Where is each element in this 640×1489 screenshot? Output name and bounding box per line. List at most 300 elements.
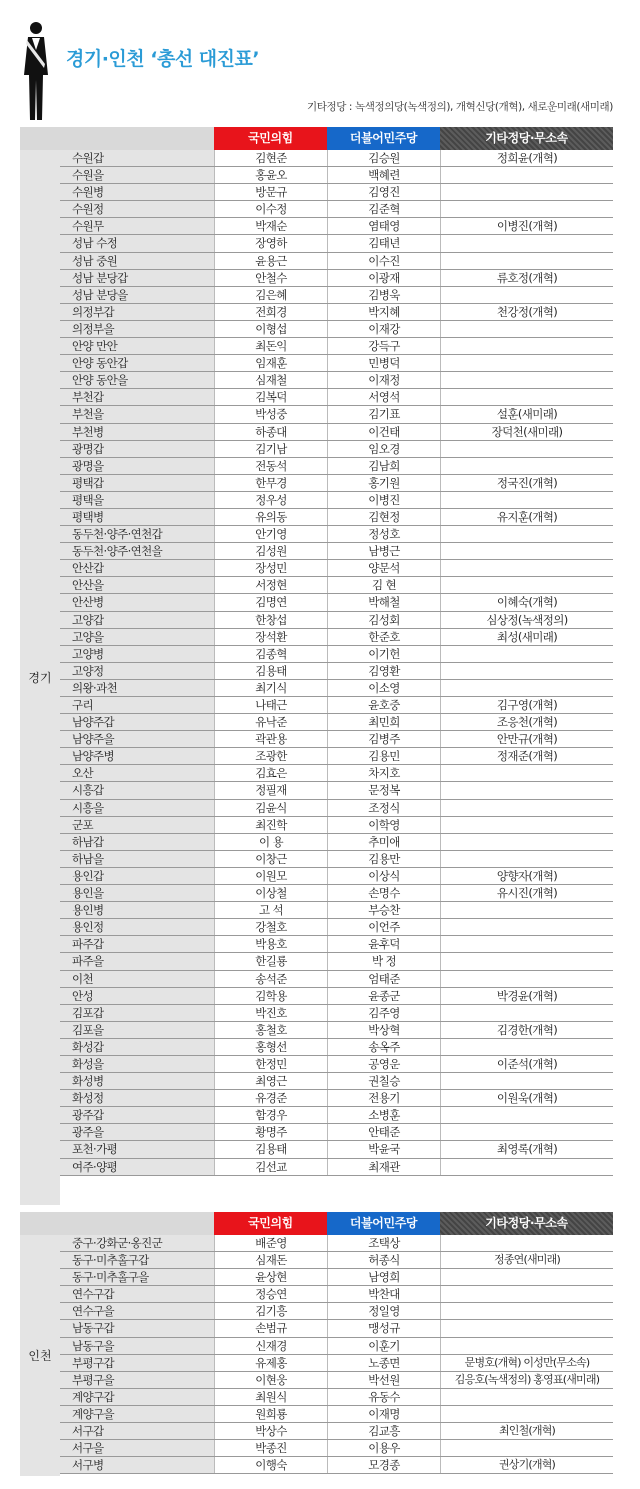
ppp-candidate: 김윤식 (214, 800, 327, 816)
district-name: 성남 수정 (60, 235, 214, 251)
district-name: 안산병 (60, 594, 214, 610)
district-name: 남양주갑 (60, 714, 214, 730)
district-name: 평택을 (60, 492, 214, 508)
ppp-candidate: 정승연 (214, 1286, 327, 1302)
table-row (60, 526, 613, 543)
table-row (60, 1355, 613, 1372)
ppp-candidate: 안철수 (214, 270, 327, 286)
district-name: 수원정 (60, 201, 214, 217)
district-name: 동구·미추홀구을 (60, 1269, 214, 1285)
table-row (60, 663, 613, 680)
district-name: 광주갑 (60, 1107, 214, 1123)
other-candidates: 유시진(개혁) (440, 885, 613, 901)
ppp-candidate: 조광한 (214, 748, 327, 764)
other-candidates (440, 817, 613, 833)
header-other: 기타정당·무소속 (440, 1212, 613, 1235)
incheon-rows (60, 1235, 613, 1474)
ppp-candidate: 강철호 (214, 919, 327, 935)
district-name: 이천 (60, 971, 214, 987)
table-row (60, 1124, 613, 1141)
table-row (60, 458, 613, 475)
dp-candidate: 백혜련 (327, 167, 440, 183)
ppp-candidate: 박종진 (214, 1440, 327, 1456)
table-row (60, 629, 613, 646)
ppp-candidate: 이형섭 (214, 321, 327, 337)
table-row (60, 817, 613, 834)
district-name: 부천병 (60, 424, 214, 440)
ppp-candidate: 윤상현 (214, 1269, 327, 1285)
ppp-candidate: 함경우 (214, 1107, 327, 1123)
table-row (60, 1073, 613, 1090)
other-candidates (440, 1320, 613, 1336)
other-candidates (440, 936, 613, 952)
party-abbreviation-note: 기타정당 : 녹색정의당(녹색정의), 개혁신당(개혁), 새로운미래(새미래) (306, 101, 613, 113)
table-row (60, 1107, 613, 1124)
table-row (60, 1303, 613, 1320)
dp-candidate: 윤호중 (327, 697, 440, 713)
ppp-candidate: 안기영 (214, 526, 327, 542)
table-row (60, 1286, 613, 1303)
ppp-candidate: 유낙준 (214, 714, 327, 730)
dp-candidate: 박해철 (327, 594, 440, 610)
ppp-candidate: 박진호 (214, 1005, 327, 1021)
table-row (60, 612, 613, 629)
district-name: 고양정 (60, 663, 214, 679)
other-candidates: 천강정(개혁) (440, 304, 613, 320)
district-name: 남양주병 (60, 748, 214, 764)
other-candidates (440, 543, 613, 559)
table-row (60, 714, 613, 731)
table-row (60, 475, 613, 492)
dp-candidate: 홍기원 (327, 475, 440, 491)
dp-candidate: 최재관 (327, 1159, 440, 1175)
ppp-candidate: 한정민 (214, 1056, 327, 1072)
ppp-candidate: 손범규 (214, 1320, 327, 1336)
district-name: 시흥갑 (60, 782, 214, 798)
table-row (60, 424, 613, 441)
ppp-candidate: 김용태 (214, 1141, 327, 1157)
dp-candidate: 염태영 (327, 218, 440, 234)
table-row (60, 1457, 613, 1474)
other-candidates (440, 800, 613, 816)
other-candidates (440, 1073, 613, 1089)
table-row (60, 1440, 613, 1457)
other-candidates (440, 355, 613, 371)
region-label: 인천 (20, 1235, 60, 1476)
district-name: 오산 (60, 765, 214, 781)
district-name: 광명을 (60, 458, 214, 474)
ppp-candidate: 전동석 (214, 458, 327, 474)
district-name: 군포 (60, 817, 214, 833)
district-name: 고양병 (60, 646, 214, 662)
dp-candidate: 김기표 (327, 406, 440, 422)
ppp-candidate: 박성중 (214, 406, 327, 422)
table-row (60, 936, 613, 953)
ppp-candidate: 홍윤오 (214, 167, 327, 183)
other-candidates (440, 971, 613, 987)
dp-candidate: 안태준 (327, 1124, 440, 1140)
table-row (60, 338, 613, 355)
ppp-candidate: 김학용 (214, 988, 327, 1004)
dp-candidate: 박선원 (327, 1372, 440, 1388)
district-name: 부평구을 (60, 1372, 214, 1388)
district-name: 용인을 (60, 885, 214, 901)
dp-candidate: 남영희 (327, 1269, 440, 1285)
district-name: 성남 중원 (60, 253, 214, 269)
district-name: 수원병 (60, 184, 214, 200)
other-candidates (440, 1005, 613, 1021)
table-row (60, 577, 613, 594)
other-candidates (440, 1124, 613, 1140)
header-dp: 더불어민주당 (327, 127, 440, 150)
table-row (60, 1338, 613, 1355)
dp-candidate: 정일영 (327, 1303, 440, 1319)
district-name: 부천을 (60, 406, 214, 422)
table-row (60, 1269, 613, 1286)
other-candidates: 정종연(새미래) (440, 1252, 613, 1268)
district-name: 김포을 (60, 1022, 214, 1038)
district-name: 수원을 (60, 167, 214, 183)
dp-candidate: 추미애 (327, 834, 440, 850)
dp-candidate: 조택상 (327, 1235, 440, 1251)
district-name: 서구병 (60, 1457, 214, 1473)
other-candidates (440, 1269, 613, 1285)
ppp-candidate: 김현준 (214, 150, 327, 166)
other-candidates: 김응호(녹색정의) 홍영표(새미래) (440, 1372, 613, 1388)
table-row (60, 1141, 613, 1158)
other-candidates: 심상정(녹색정의) (440, 612, 613, 628)
other-candidates: 이병진(개혁) (440, 218, 613, 234)
table-row (60, 1320, 613, 1337)
region-label: 경기 (20, 150, 60, 1205)
district-name: 남동구갑 (60, 1320, 214, 1336)
district-name: 화성병 (60, 1073, 214, 1089)
table-row (60, 919, 613, 936)
other-candidates (440, 1039, 613, 1055)
district-name: 동구·미추홀구갑 (60, 1252, 214, 1268)
ppp-candidate: 곽관용 (214, 731, 327, 747)
other-candidates: 박경윤(개혁) (440, 988, 613, 1004)
header-ppp: 국민의힘 (214, 127, 327, 150)
district-name: 평택갑 (60, 475, 214, 491)
table-row (60, 594, 613, 611)
district-name: 하남을 (60, 851, 214, 867)
other-candidates (440, 184, 613, 200)
dp-candidate: 한준호 (327, 629, 440, 645)
table-row (60, 270, 613, 287)
other-candidates: 이원욱(개혁) (440, 1090, 613, 1106)
other-candidates (440, 1107, 613, 1123)
ppp-candidate: 정우성 (214, 492, 327, 508)
table-row (60, 1039, 613, 1056)
ppp-candidate: 황명주 (214, 1124, 327, 1140)
ppp-candidate: 이행숙 (214, 1457, 327, 1473)
table-row (60, 201, 613, 218)
table-row (60, 1235, 613, 1252)
dp-candidate: 김주영 (327, 1005, 440, 1021)
header-other: 기타정당·무소속 (440, 127, 613, 150)
table-row (60, 406, 613, 423)
ppp-candidate: 유경준 (214, 1090, 327, 1106)
other-candidates (440, 1338, 613, 1354)
ppp-candidate: 배준영 (214, 1235, 327, 1251)
other-candidates (440, 287, 613, 303)
district-name: 수원무 (60, 218, 214, 234)
ppp-candidate: 박재순 (214, 218, 327, 234)
district-name: 파주을 (60, 953, 214, 969)
ppp-candidate: 김기남 (214, 441, 327, 457)
district-name: 중구·강화군·옹진군 (60, 1235, 214, 1251)
dp-candidate: 맹성규 (327, 1320, 440, 1336)
table-row (60, 509, 613, 526)
ppp-candidate: 최돈익 (214, 338, 327, 354)
ppp-candidate: 고 석 (214, 902, 327, 918)
ppp-candidate: 이상철 (214, 885, 327, 901)
dp-candidate: 김교흥 (327, 1423, 440, 1439)
ppp-candidate: 김성원 (214, 543, 327, 559)
district-name: 안양 동안을 (60, 372, 214, 388)
ppp-candidate: 박상수 (214, 1423, 327, 1439)
dp-candidate: 김병욱 (327, 287, 440, 303)
district-name: 안산갑 (60, 560, 214, 576)
dp-candidate: 서영석 (327, 389, 440, 405)
table-row (60, 1005, 613, 1022)
table-row (60, 680, 613, 697)
table-row (60, 834, 613, 851)
dp-candidate: 조정식 (327, 800, 440, 816)
dp-candidate: 김승원 (327, 150, 440, 166)
dp-candidate: 이언주 (327, 919, 440, 935)
dp-candidate: 공영운 (327, 1056, 440, 1072)
district-name: 서구을 (60, 1440, 214, 1456)
district-name: 화성을 (60, 1056, 214, 1072)
dp-candidate: 이재정 (327, 372, 440, 388)
table-row (60, 167, 613, 184)
ppp-candidate: 김효은 (214, 765, 327, 781)
table-row (60, 1406, 613, 1423)
ppp-candidate: 한창섭 (214, 612, 327, 628)
dp-candidate: 김용만 (327, 851, 440, 867)
dp-candidate: 김태년 (327, 235, 440, 251)
table-row (60, 885, 613, 902)
table-row (60, 184, 613, 201)
dp-candidate: 이훈기 (327, 1338, 440, 1354)
ppp-candidate: 심재돈 (214, 1252, 327, 1268)
ppp-candidate: 최기식 (214, 680, 327, 696)
other-candidates: 이혜숙(개혁) (440, 594, 613, 610)
district-name: 의정부갑 (60, 304, 214, 320)
dp-candidate: 김남희 (327, 458, 440, 474)
district-name: 하남갑 (60, 834, 214, 850)
ppp-candidate: 방문규 (214, 184, 327, 200)
ppp-candidate: 한무경 (214, 475, 327, 491)
other-candidates (440, 1389, 613, 1405)
table-row (60, 782, 613, 799)
other-candidates: 유지훈(개혁) (440, 509, 613, 525)
other-candidates: 최성(새미래) (440, 629, 613, 645)
other-candidates (440, 201, 613, 217)
district-name: 용인정 (60, 919, 214, 935)
other-candidates: 류호정(개혁) (440, 270, 613, 286)
dp-candidate: 유동수 (327, 1389, 440, 1405)
dp-candidate: 이기헌 (327, 646, 440, 662)
table-row (60, 1372, 613, 1389)
ppp-candidate: 이수정 (214, 201, 327, 217)
other-candidates (440, 338, 613, 354)
other-candidates (440, 953, 613, 969)
dp-candidate: 윤후덕 (327, 936, 440, 952)
table-row (60, 441, 613, 458)
ppp-candidate: 장석환 (214, 629, 327, 645)
district-name: 동두천·양주·연천갑 (60, 526, 214, 542)
dp-candidate: 김영진 (327, 184, 440, 200)
ppp-candidate: 장성민 (214, 560, 327, 576)
district-name: 의왕·과천 (60, 680, 214, 696)
dp-candidate: 김영환 (327, 663, 440, 679)
dp-candidate: 윤종군 (327, 988, 440, 1004)
dp-candidate: 박찬대 (327, 1286, 440, 1302)
other-candidates: 설훈(새미래) (440, 406, 613, 422)
table-header (20, 127, 613, 150)
ppp-candidate: 홍철호 (214, 1022, 327, 1038)
table-row (60, 731, 613, 748)
table-row (60, 765, 613, 782)
district-name: 김포갑 (60, 1005, 214, 1021)
other-candidates (440, 834, 613, 850)
other-candidates (440, 492, 613, 508)
other-candidates: 장덕천(새미래) (440, 424, 613, 440)
table-row (60, 389, 613, 406)
dp-candidate: 박상혁 (327, 1022, 440, 1038)
other-candidates (440, 253, 613, 269)
table-row (60, 697, 613, 714)
ppp-candidate: 원희룡 (214, 1406, 327, 1422)
header-ppp: 국민의힘 (214, 1212, 327, 1235)
table-row (60, 748, 613, 765)
table-header (20, 1212, 613, 1235)
district-name: 성남 분당을 (60, 287, 214, 303)
dp-candidate: 박윤국 (327, 1141, 440, 1157)
table-row (60, 150, 613, 167)
district-name: 계양구갑 (60, 1389, 214, 1405)
ppp-candidate: 김명연 (214, 594, 327, 610)
other-candidates: 김구영(개혁) (440, 697, 613, 713)
other-candidates (440, 321, 613, 337)
table-row (60, 235, 613, 252)
table-row (60, 218, 613, 235)
district-name: 성남 분당갑 (60, 270, 214, 286)
district-name: 계양구을 (60, 1406, 214, 1422)
ppp-candidate: 심재철 (214, 372, 327, 388)
ppp-candidate: 윤용근 (214, 253, 327, 269)
other-candidates (440, 458, 613, 474)
table-row (60, 1423, 613, 1440)
incheon-table (20, 1212, 613, 1476)
dp-candidate: 김병주 (327, 731, 440, 747)
district-name: 남동구을 (60, 1338, 214, 1354)
dp-candidate: 손명수 (327, 885, 440, 901)
ppp-candidate: 유제홍 (214, 1355, 327, 1371)
dp-candidate: 민병덕 (327, 355, 440, 371)
other-candidates: 정국진(개혁) (440, 475, 613, 491)
other-candidates (440, 389, 613, 405)
dp-candidate: 이학영 (327, 817, 440, 833)
table-row (60, 1389, 613, 1406)
table-row (60, 953, 613, 970)
district-name: 고양을 (60, 629, 214, 645)
table-row (60, 800, 613, 817)
district-name: 고양갑 (60, 612, 214, 628)
table-row (60, 287, 613, 304)
district-name: 여주·양평 (60, 1159, 214, 1175)
ppp-candidate: 하종대 (214, 424, 327, 440)
dp-candidate: 임오경 (327, 441, 440, 457)
ppp-candidate: 장영하 (214, 235, 327, 251)
other-candidates (440, 680, 613, 696)
ppp-candidate: 최영근 (214, 1073, 327, 1089)
other-candidates (440, 919, 613, 935)
other-candidates: 정재준(개혁) (440, 748, 613, 764)
table-row (60, 1056, 613, 1073)
dp-candidate: 이상식 (327, 868, 440, 884)
dp-candidate: 허종식 (327, 1252, 440, 1268)
dp-candidate: 이재강 (327, 321, 440, 337)
dp-candidate: 이소영 (327, 680, 440, 696)
ppp-candidate: 신재경 (214, 1338, 327, 1354)
dp-candidate: 송옥주 (327, 1039, 440, 1055)
other-candidates (440, 851, 613, 867)
other-candidates: 정희윤(개혁) (440, 150, 613, 166)
gyeonggi-rows (60, 150, 613, 1176)
other-candidates (440, 167, 613, 183)
other-candidates: 문병호(개혁) 이성만(무소속) (440, 1355, 613, 1371)
district-name: 수원갑 (60, 150, 214, 166)
gyeonggi-table (20, 127, 613, 1205)
other-candidates (440, 1406, 613, 1422)
district-name: 안양 만안 (60, 338, 214, 354)
dp-candidate: 소병훈 (327, 1107, 440, 1123)
ppp-candidate: 송석준 (214, 971, 327, 987)
ppp-candidate: 이창근 (214, 851, 327, 867)
dp-candidate: 문정복 (327, 782, 440, 798)
district-name: 시흥을 (60, 800, 214, 816)
table-row (60, 988, 613, 1005)
other-candidates (440, 526, 613, 542)
other-candidates (440, 782, 613, 798)
other-candidates (440, 1303, 613, 1319)
dp-candidate: 차지호 (327, 765, 440, 781)
dp-candidate: 이용우 (327, 1440, 440, 1456)
dp-candidate: 엄태준 (327, 971, 440, 987)
dp-candidate: 부승찬 (327, 902, 440, 918)
table-row (60, 851, 613, 868)
dp-candidate: 정성호 (327, 526, 440, 542)
other-candidates: 김경한(개혁) (440, 1022, 613, 1038)
header-dp: 더불어민주당 (327, 1212, 440, 1235)
dp-candidate: 김용민 (327, 748, 440, 764)
district-name: 용인병 (60, 902, 214, 918)
district-name: 화성갑 (60, 1039, 214, 1055)
district-name: 의정부을 (60, 321, 214, 337)
table-row (60, 372, 613, 389)
district-name: 광주을 (60, 1124, 214, 1140)
other-candidates (440, 441, 613, 457)
dp-candidate: 박 정 (327, 953, 440, 969)
ppp-candidate: 전희경 (214, 304, 327, 320)
district-name: 서구갑 (60, 1423, 214, 1439)
ppp-candidate: 정필재 (214, 782, 327, 798)
dp-candidate: 김준혁 (327, 201, 440, 217)
